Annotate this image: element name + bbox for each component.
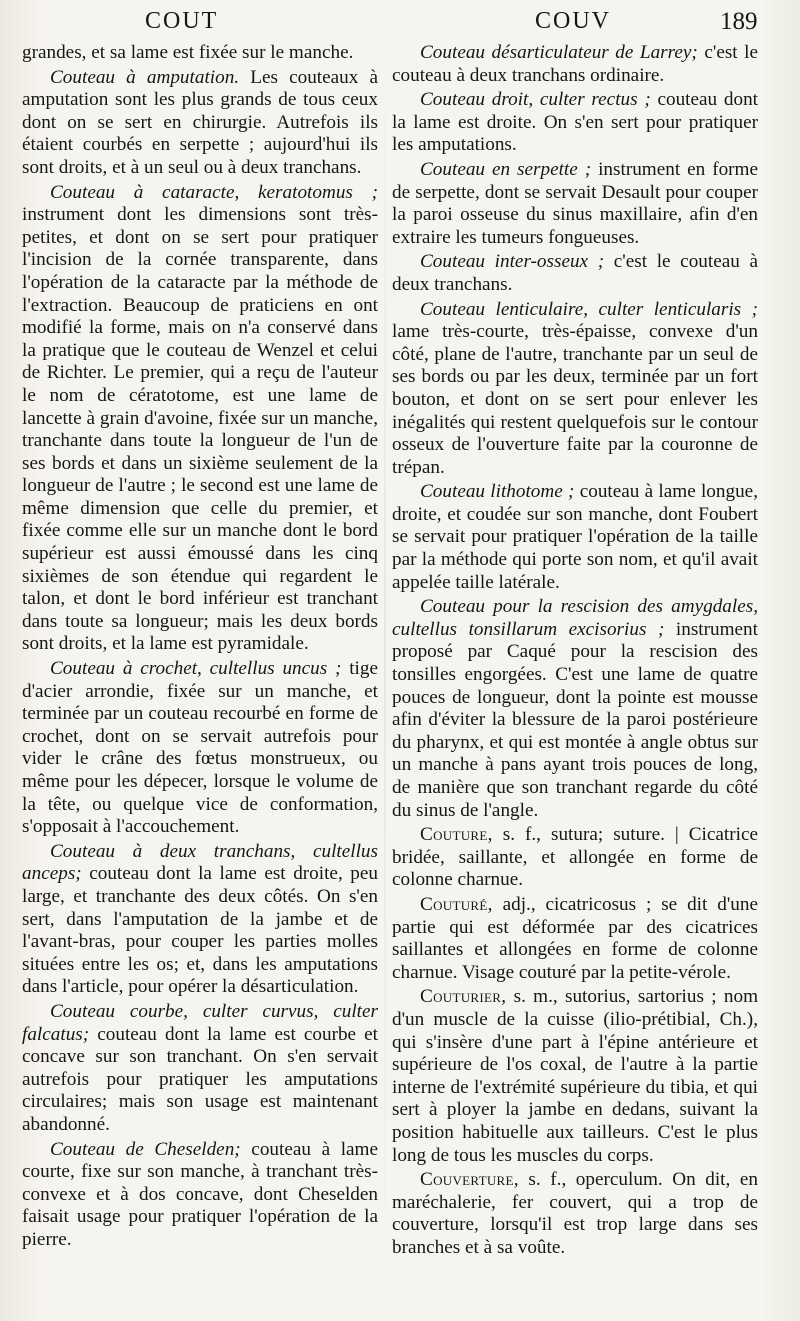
entry-headword: Couteau lithotome ; xyxy=(420,481,575,503)
entry-headword: Couteau à crochet, cultellus uncus ; xyxy=(50,658,342,680)
entry-definition: tige d'acier arrondie, fixée sur un manche, et terminée par un couteau recourbé en forme de crochet, dont on se servait autrefois pour vider le crâne des fœtus monstrueux, ou même pour les dépecer, lorsque le volume de la tête, ou quelque vice de conformation, s'opposait à l'accouchement. xyxy=(22,658,378,838)
dictionary-entry xyxy=(392,299,758,480)
dictionary-entry xyxy=(22,182,378,656)
entry-headword: Couteau pour la rescision des amygdales, cultellus tonsillarum excisorius ; xyxy=(392,596,758,640)
entry-definition: couteau dont la lame est droite, peu large, et tranchante des deux côtés. On s'en sert, dans l'amputation de la jambe et de l'avant-bras, pour couper les parties molles situées entre les os; et, dans les amputations dans l'article, pour opérer la désarticulation. xyxy=(22,863,378,998)
entry-definition: couteau à lame longue, droite, et coudée sur son manche, dont Foubert se servait pour pratiquer l'opération de la taille par la méthode qui porte son nom, et qu'il avait appelée taille latérale. xyxy=(392,481,758,593)
entry-headword: Couteau à amputation. xyxy=(50,66,240,88)
entry-headword: Couteau en serpette ; xyxy=(420,158,592,180)
entry-definition: lame très-courte, très-épaisse, convexe d'un côté, plane de l'autre, tranchante par un seul de ses bords ou par les deux, terminée par un fort bouton, et dont on se sert pour enlever les inégalités qui restent quelquefois sur le contour osseux de l'ouverture faite par la couronne de trépan. xyxy=(392,321,758,478)
entry-definition: s. f., sutura; suture. | Cicatrice bridée, saillante, et allongée en forme de colonne charnue. xyxy=(392,824,758,891)
dictionary-entry xyxy=(392,824,758,892)
page-number: 189 xyxy=(720,8,758,35)
dictionary-entry xyxy=(392,42,758,87)
entry-definition: couteau à lame courte, fixe sur son manche, à tranchant très-convexe et à dos concave, dont Cheselden faisait usage pour pratiquer l'opération de la pierre. xyxy=(22,1138,379,1250)
entry-headword: Couteau désarticulateur de Larrey; xyxy=(420,42,698,63)
entry-definition: c'est le couteau à deux tranchans. xyxy=(392,251,759,295)
entry-definition: s. m., sutorius, sartorius ; nom d'un muscle de la cuisse (ilio-prétibial, Ch.), qui s'insère d'une part à l'épine antérieure et supérieure de l'os coxal, de l'autre à la partie interne de l'extrémité supérieure du tibia, et qui sert à ployer la jambe en dedans, suivant la position habituelle aux tailleurs. C'est le plus long de tous les muscles du corps. xyxy=(392,986,758,1166)
dictionary-entry xyxy=(392,251,758,296)
running-head-left: COUT xyxy=(145,8,219,34)
entry-definition: s. f., operculum. On dit, en maréchalerie, fer couvert, qui a trop de couverture, lorsqu'il est trop large dans ses branches et à sa voûte. xyxy=(392,1169,758,1258)
entry-definition: Les couteaux à amputation sont les plus grands de tous ceux dont on se sert en chirurgie. Autrefois ils étaient courbés en serpette ; aujourd'hui ils sont droits, et à un seul ou à deux tranchans. xyxy=(22,66,378,178)
entry-headword: Couturé, xyxy=(420,893,493,915)
dictionary-entry xyxy=(22,67,378,180)
entry-headword: Couteau courbe, culter curvus, culter falcatus; xyxy=(22,1000,378,1045)
dictionary-entry xyxy=(22,841,378,999)
right-column xyxy=(392,42,758,1301)
dictionary-entry xyxy=(392,1169,758,1259)
entry-definition: instrument en forme de serpette, dont se servait Desault pour couper la paroi osseuse du sinus maxillaire, afin d'en extraire les tumeurs fongueuses. xyxy=(392,158,759,248)
dictionary-entry xyxy=(392,894,758,984)
running-head-right: COUV xyxy=(535,8,612,34)
entry-headword: Couteau lenticulaire, culter lenticularis ; xyxy=(420,298,758,320)
running-header xyxy=(0,6,800,40)
dictionary-entry xyxy=(22,658,378,839)
dictionary-entry xyxy=(392,89,758,157)
entry-headword: Couteau de Cheselden; xyxy=(50,1138,241,1160)
entry-definition: instrument dont les dimensions sont très-petites, et dont on se sert pour pratiquer l'incision de la cornée transparente, dans l'opération de la cataracte par la méthode de l'extraction. Beaucoup de praticiens en ont modifié la forme, mais on n'a conservé dans la pratique que le couteau de Wenzel et celui de Richter. Le premier, qui a reçu de l'auteur le nom de cératotome, est une lame de lancette à grain d'avoine, fixée sur un manche, tranchante dans toute la longueur de l'un de ses bords et dans un sixième seulement de la longueur de l'autre ; le second est une lame de même dimension que celle du premier, et fixée comme elle sur un manche dont le bord supérieur est aussi émoussé dans les cinq sixièmes de son étendue qui regardent le talon, et dont le bord inférieur est tranchant dans toute sa longueur; mais les deux bords sont droits, et la lame est pyramidale. xyxy=(22,204,378,655)
dictionary-entry xyxy=(22,1001,378,1137)
dictionary-entry xyxy=(392,986,758,1167)
entry-headword: Couture, xyxy=(420,824,493,846)
entry-headword: Couteau à deux tranchans, cultellus anceps; xyxy=(22,840,378,885)
entry-headword: Couturier, xyxy=(420,986,507,1008)
entry-definition: c'est le couteau à deux tranchans ordinaire. xyxy=(392,42,758,86)
entry-headword: Couteau à cataracte, keratotomus ; xyxy=(50,181,378,203)
entry-headword: Couverture, xyxy=(420,1169,519,1191)
entry-headword: Couteau inter-osseux ; xyxy=(420,251,605,273)
entry-definition: couteau dont la lame est droite. On s'en sert pour pratiquer les amputations. xyxy=(392,89,758,156)
entry-definition: instrument proposé par Caqué pour la rescision des tonsilles engorgées. C'est une lame de quatre pouces de longueur, dont la pointe est mousse afin d'éviter la blessure de la paroi postérieure du pharynx, et qui est montée à angle obtus sur un manche à pans ayant trois pouces de long, de manière que son tranchant regarde du côté du sinus de l'angle. xyxy=(392,618,758,821)
dictionary-entry xyxy=(392,596,758,822)
entry-definition: couteau dont la lame est courbe et concave sur son tranchant. On s'en servait autrefois pour pratiquer les amputations circulaires; mais son usage est maintenant abandonné. xyxy=(22,1023,378,1135)
dictionary-entry xyxy=(392,159,758,249)
dictionary-entry xyxy=(22,1139,378,1252)
dictionary-entry xyxy=(392,481,758,594)
dictionary-entry xyxy=(22,42,378,65)
entry-headword: Couteau droit, culter rectus ; xyxy=(420,89,651,111)
column-gutter xyxy=(384,0,386,1321)
entry-definition: grandes, et sa lame est fixée sur le manche. xyxy=(22,42,354,63)
left-column xyxy=(22,42,378,1301)
entry-definition: adj., cicatricosus ; se dit d'une partie qui est déformée par des cicatrices saillantes et allongées en forme de colonne charnue. Visage couturé par la petite-vérole. xyxy=(392,893,758,983)
